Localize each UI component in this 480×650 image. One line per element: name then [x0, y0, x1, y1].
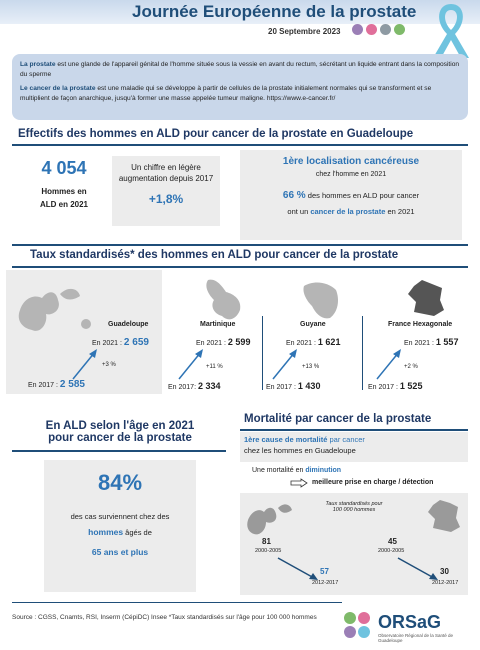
gy-delta: +13 % [302, 364, 320, 370]
fr-2021-value: 1 557 [435, 337, 459, 347]
mq-trend-arrow-icon [176, 346, 206, 382]
age-text-1: des cas surviennent chez des [70, 512, 170, 521]
mq-2021-value: 2 599 [227, 337, 251, 347]
mort-fr-2000-label: 2000-2005 [378, 548, 405, 554]
guadeloupe-map-icon [12, 280, 102, 340]
mort-gp-arrow-icon [276, 556, 320, 582]
age-rule [12, 450, 226, 452]
effectifs-rule [12, 144, 468, 146]
intro-term-prostate: La prostate [20, 61, 56, 68]
mortalite-cause-box [240, 432, 468, 462]
intro-term-cancer: Le cancer de la prostate [20, 85, 96, 92]
mortalite-guadeloupe-map-icon [244, 498, 296, 538]
gp-2017-value: 2 585 [59, 379, 85, 390]
effectifs-localisation-box [240, 150, 462, 240]
mortalite-title: Mortalité par cancer de la prostate [244, 413, 432, 425]
decor-dot-purple [352, 24, 363, 35]
fr-trend-arrow-icon [374, 346, 404, 382]
mq-2017-value: 2 334 [197, 381, 221, 391]
fr-delta: +2 % [404, 364, 418, 370]
mortalite-rule [240, 429, 468, 431]
taux-divider-2 [362, 316, 363, 390]
mortalite-note-2: 100 000 hommes [332, 507, 376, 513]
decor-dot-green [394, 24, 405, 35]
localisation-text-1: des hommes en ALD pour cancer [305, 191, 420, 200]
effectifs-increase-value: +1,8% [148, 192, 184, 206]
mort-gp-2012-label: 2012-2017 [312, 580, 339, 586]
fr-2021-label: En 2021 : [404, 340, 436, 347]
mq-2021-label: En 2021 : [196, 340, 228, 347]
localisation-text-2: ont un [287, 207, 311, 216]
mq-delta: +11 % [206, 364, 223, 370]
mortalite-note-block [322, 501, 386, 513]
region-name-martinique: Martinique [200, 321, 236, 328]
region-name-france: France Hexagonale [388, 321, 453, 328]
mort-fr-2012-value: 30 [440, 567, 449, 576]
taux-rule-top [12, 244, 468, 246]
mortalite-trend-2: diminution [305, 467, 342, 474]
effectifs-count-label-2: ALD en 2021 [39, 200, 89, 209]
gp-2021-value: 2 659 [123, 337, 149, 348]
gp-trend-arrow-icon [70, 346, 100, 382]
orsag-logo-text: ORSaG [378, 612, 442, 632]
age-title-1: En ALD selon l'âge en 2021 [45, 420, 195, 432]
mq-2017-label: En 2017: [168, 384, 198, 391]
localisation-text-3: cancer de la prostate [310, 207, 386, 216]
gy-trend-arrow-icon [270, 346, 300, 382]
mort-fr-2000-value: 45 [388, 537, 397, 546]
localisation-pct: 66 % [282, 190, 306, 201]
awareness-ribbon-icon [425, 0, 477, 60]
localisation-text-4: en 2021 [385, 207, 415, 216]
mortalite-cause-1: 1ère cause de mortalité [244, 435, 328, 444]
decor-dot-grey [380, 24, 391, 35]
age-text-3: âgés de [123, 528, 152, 537]
martinique-map-icon [200, 276, 250, 324]
mortalite-cause-3: chez les hommes en Guadeloupe [244, 446, 356, 455]
mort-gp-2000-value: 81 [262, 537, 271, 546]
taux-divider-1 [262, 316, 263, 390]
effectifs-increase-box [112, 156, 220, 226]
age-text-2: hommes [88, 527, 124, 537]
effectifs-count: 4 054 [41, 158, 87, 178]
france-map-icon [404, 278, 448, 318]
footer-rule [12, 602, 342, 603]
guyane-map-icon [298, 278, 342, 322]
gy-2021-value: 1 621 [317, 337, 341, 347]
page-date: 20 Septembre 2023 [268, 27, 341, 36]
age-text-4: 65 ans et plus [91, 547, 149, 557]
mortalite-arrow-icon [290, 478, 308, 488]
region-name-guyane: Guyane [300, 321, 326, 328]
effectifs-count-block [24, 158, 104, 209]
mortalite-trend-3: meilleure prise en charge / détection [312, 479, 434, 486]
fr-2017-value: 1 525 [399, 381, 423, 391]
age-title-2: pour cancer de la prostate [48, 432, 192, 444]
gy-2017-label: En 2017 : [266, 384, 298, 391]
mortalite-cause-2: par cancer [327, 435, 365, 444]
footer-source: Source : CGSS, Cnamts, RSI, Inserm (CépiDC) Insee *Taux standardisés sur l'âge pour 100 000 hommes [12, 614, 317, 621]
effectifs-count-label-1: Hommes en [41, 187, 87, 196]
effectifs-increase-text: Un chiffre en légère augmentation depuis 2017 [118, 163, 214, 183]
mortalite-france-map-icon [424, 498, 464, 536]
gp-delta: +3 % [102, 362, 116, 368]
mortalite-trend-1: Une mortalité en [252, 467, 306, 474]
mortalite-note-1: Taux standardisés pour [325, 501, 383, 507]
fr-2017-label: En 2017 : [368, 384, 400, 391]
effectifs-title: Effectifs des hommes en ALD pour cancer de la prostate en Guadeloupe [18, 128, 414, 140]
age-title-block [20, 420, 220, 444]
mort-fr-2012-label: 2012-2017 [432, 580, 459, 586]
mort-gp-2012-value: 57 [320, 567, 329, 576]
orsag-logo-icons [344, 612, 374, 642]
age-box [44, 460, 196, 592]
gy-2017-value: 1 430 [297, 381, 321, 391]
localisation-title: 1ère localisation cancéreuse [282, 156, 420, 167]
region-name-guadeloupe: Guadeloupe [108, 321, 149, 328]
decor-dot-pink [366, 24, 377, 35]
intro-box [12, 54, 468, 120]
gp-2017-label: En 2017 : [28, 382, 60, 389]
gp-2021-label: En 2021 : [92, 340, 124, 347]
orsag-logo-sub: Observatoire Régional de la Santé de Guadeloupe [378, 633, 454, 643]
taux-rule-bottom [12, 266, 468, 268]
localisation-sub: chez l'homme en 2021 [315, 171, 387, 178]
intro-text-prostate: est une glande de l'appareil génital de l'homme située sous la vessie en avant du rectum, sécrétant un liquide entrant dans la composition du sperme [20, 61, 460, 78]
mort-fr-arrow-icon [396, 556, 440, 582]
intro-text-cancer: est une maladie qui se développe à partir de cellules de la prostate initialement normales qui se transforment et se multiplient de façon anarchique, jusqu'à former une masse appelée tumeur maligne. https://www.e-cancer.fr/ [20, 85, 432, 102]
age-pct: 84% [97, 470, 143, 495]
page-title: Journée Européenne de la prostate [132, 2, 417, 21]
gy-2021-label: En 2021 : [286, 340, 318, 347]
taux-title: Taux standardisés* des hommes en ALD pour cancer de la prostate [30, 249, 399, 261]
mort-gp-2000-label: 2000-2005 [255, 548, 282, 554]
